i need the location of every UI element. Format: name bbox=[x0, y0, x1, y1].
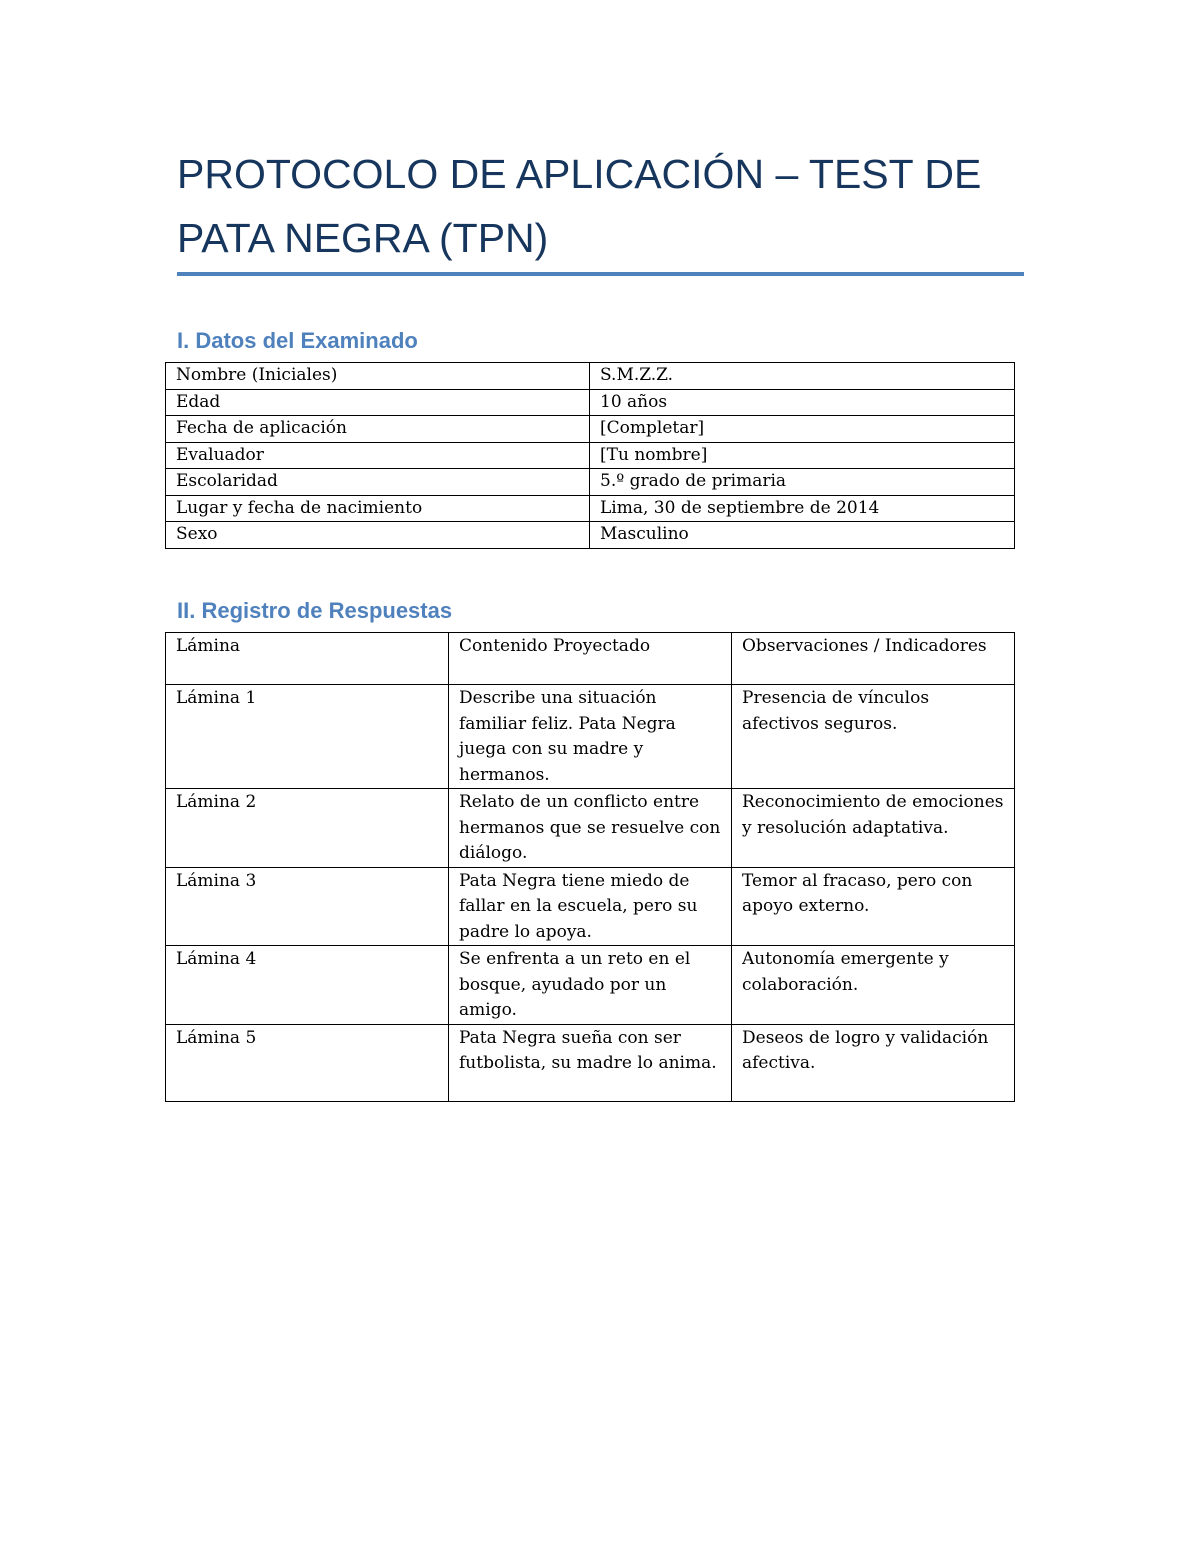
table-row bbox=[166, 946, 1015, 1025]
examinee-value: [Tu nombre] bbox=[590, 442, 1015, 469]
table-row bbox=[166, 1024, 1015, 1101]
table-row bbox=[166, 389, 1015, 416]
column-header: Lámina bbox=[166, 633, 449, 685]
table-row bbox=[166, 495, 1015, 522]
table-row bbox=[166, 789, 1015, 868]
contenido-cell: Relato de un conflicto entre hermanos que se resuelve con diálogo. bbox=[449, 789, 732, 868]
observaciones-cell: Presencia de vínculos afectivos seguros. bbox=[732, 685, 1015, 789]
examinee-value: Masculino bbox=[590, 522, 1015, 549]
table-row bbox=[166, 416, 1015, 443]
contenido-cell: Pata Negra tiene miedo de fallar en la escuela, pero su padre lo apoya. bbox=[449, 867, 732, 946]
table-row bbox=[166, 442, 1015, 469]
lamina-cell: Lámina 3 bbox=[166, 867, 449, 946]
examinee-label: Evaluador bbox=[166, 442, 590, 469]
examinee-value: S.M.Z.Z. bbox=[590, 363, 1015, 390]
title-underline-rule bbox=[177, 272, 1024, 276]
observaciones-cell: Temor al fracaso, pero con apoyo externo. bbox=[732, 867, 1015, 946]
document-title bbox=[177, 142, 1027, 270]
table-row bbox=[166, 685, 1015, 789]
contenido-cell: Se enfrenta a un reto en el bosque, ayudado por un amigo. bbox=[449, 946, 732, 1025]
table-row bbox=[166, 867, 1015, 946]
observaciones-cell: Reconocimiento de emociones y resolución adaptativa. bbox=[732, 789, 1015, 868]
lamina-cell: Lámina 5 bbox=[166, 1024, 449, 1101]
examinee-label: Sexo bbox=[166, 522, 590, 549]
examinee-label: Edad bbox=[166, 389, 590, 416]
examinee-value: Lima, 30 de septiembre de 2014 bbox=[590, 495, 1015, 522]
lamina-cell: Lámina 4 bbox=[166, 946, 449, 1025]
examinee-label: Escolaridad bbox=[166, 469, 590, 496]
examinee-data-table bbox=[165, 362, 1015, 549]
responses-table bbox=[165, 632, 1015, 1102]
column-header: Contenido Proyectado bbox=[449, 633, 732, 685]
table-row bbox=[166, 363, 1015, 390]
contenido-cell: Pata Negra sueña con ser futbolista, su madre lo anima. bbox=[449, 1024, 732, 1101]
lamina-cell: Lámina 1 bbox=[166, 685, 449, 789]
table-row bbox=[166, 469, 1015, 496]
examinee-value: [Completar] bbox=[590, 416, 1015, 443]
column-header: Observaciones / Indicadores bbox=[732, 633, 1015, 685]
examinee-label: Lugar y fecha de nacimiento bbox=[166, 495, 590, 522]
examinee-value: 5.º grado de primaria bbox=[590, 469, 1015, 496]
title-line-1: PROTOCOLO DE APLICACIÓN – TEST DE bbox=[177, 151, 982, 197]
contenido-cell: Describe una situación familiar feliz. Pata Negra juega con su madre y hermanos. bbox=[449, 685, 732, 789]
section-heading-examinee: I. Datos del Examinado bbox=[177, 328, 418, 353]
lamina-cell: Lámina 2 bbox=[166, 789, 449, 868]
observaciones-cell: Autonomía emergente y colaboración. bbox=[732, 946, 1015, 1025]
examinee-label: Fecha de aplicación bbox=[166, 416, 590, 443]
section-heading-responses: II. Registro de Respuestas bbox=[177, 598, 453, 623]
table-row bbox=[166, 522, 1015, 549]
examinee-label: Nombre (Iniciales) bbox=[166, 363, 590, 390]
examinee-value: 10 años bbox=[590, 389, 1015, 416]
observaciones-cell: Deseos de logro y validación afectiva. bbox=[732, 1024, 1015, 1101]
title-line-2: PATA NEGRA (TPN) bbox=[177, 215, 549, 261]
table-header-row bbox=[166, 633, 1015, 685]
